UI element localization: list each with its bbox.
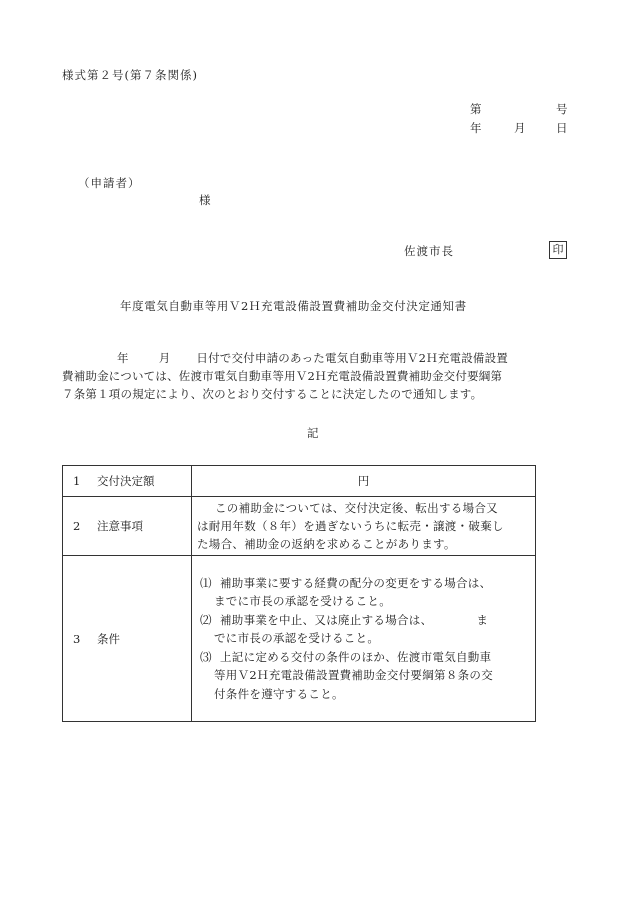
- date-day-label: 日: [556, 121, 568, 135]
- date-year-label: 年: [470, 121, 482, 135]
- document-title: 年度電気自動車等用Ｖ2Ｈ充電設備設置費補助金交付決定通知書: [120, 299, 467, 313]
- conditions-table: [62, 465, 536, 722]
- condition-3-line: [200, 648, 529, 667]
- notes-line: この補助金については、交付決定後、転出する場合又: [215, 501, 498, 515]
- row-number: 2: [73, 519, 81, 533]
- condition-1-line: [200, 574, 529, 593]
- condition-3-line: 等用Ｖ2Ｈ充電設備設置費補助金交付要綱第８条の交: [214, 668, 494, 683]
- conditions-cell: [192, 556, 536, 722]
- row-number: 1: [73, 474, 81, 488]
- condition-2-line: でに市長の承認を受けること。: [214, 631, 380, 646]
- body-year: 年: [117, 351, 129, 365]
- applicant-label: （申請者）: [78, 176, 141, 190]
- condition-2-line: [200, 611, 529, 630]
- row-number: 3: [73, 631, 81, 646]
- body-month: 月: [158, 351, 171, 365]
- notes-line: た場合、補助金の返納を求めることがあります。: [197, 537, 456, 551]
- body-line-1-rest: 日付で交付申請のあった電気自動車等用Ｖ2Ｈ充電設備設置: [196, 351, 509, 365]
- grant-amount-cell: [192, 466, 536, 497]
- notes-cell: [192, 497, 536, 556]
- row-label-cell: [63, 466, 192, 497]
- condition-marker: ⑵: [200, 612, 212, 627]
- row-label: 注意事項: [97, 519, 143, 533]
- form-label: 様式第２号(第７条関係): [62, 68, 198, 82]
- condition-text: ま: [476, 612, 489, 627]
- body-paragraph: [62, 349, 562, 403]
- condition-marker: ⑶: [200, 649, 212, 664]
- yen-unit: 円: [357, 474, 370, 488]
- condition-marker: ⑴: [200, 575, 212, 590]
- condition-text: 補助事業を中止、又は廃止する場合は、: [220, 612, 433, 627]
- document-number-label: 第: [470, 102, 482, 116]
- table-row: [63, 556, 536, 722]
- row-label: 交付決定額: [97, 474, 155, 488]
- body-line-3: ７条第１項の規定により、次のとおり交付することに決定したので通知します。: [62, 387, 483, 401]
- condition-3-line: 付条件を遵守すること。: [214, 686, 344, 701]
- issuer-name: 佐渡市長: [404, 244, 454, 258]
- condition-text: 上記に定める交付の条件のほか、佐渡市電気自動車: [220, 649, 492, 664]
- table-row: [63, 497, 536, 556]
- document-number-suffix: 号: [556, 102, 568, 116]
- row-label-cell: [63, 497, 192, 556]
- honorific-label: 様: [199, 193, 211, 207]
- table-row: [63, 466, 536, 497]
- seal-stamp: 印: [549, 241, 567, 259]
- row-label: 条件: [97, 631, 120, 646]
- body-line-1: [62, 349, 562, 367]
- body-line-2: 費補助金については、佐渡市電気自動車等用Ｖ2Ｈ充電設備設置費補助金交付要綱第: [62, 369, 503, 383]
- date-month-label: 月: [514, 121, 526, 135]
- row-label-cell: [63, 556, 192, 722]
- condition-text: 補助事業に要する経費の配分の変更をする場合は、: [220, 575, 492, 590]
- condition-1-line: までに市長の承認を受けること。: [214, 594, 391, 609]
- ki-heading: 記: [307, 426, 319, 440]
- notes-line: は耐用年数（８年）を過ぎないうちに転売・譲渡・破棄し: [197, 519, 504, 533]
